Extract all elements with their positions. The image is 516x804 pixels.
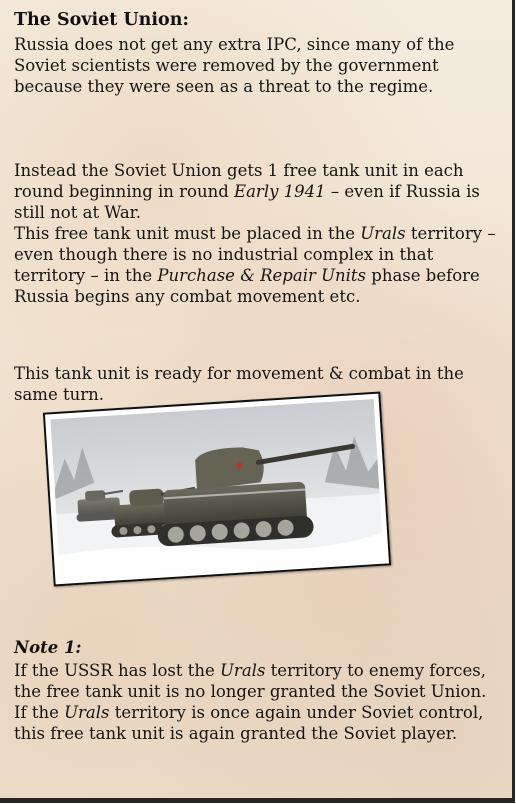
italic-phase: Purchase & Repair Units: [157, 266, 367, 285]
italic-round-name: Early 1941: [234, 182, 326, 201]
text-segment: phase before Russia begins any combat movement etc.: [14, 266, 480, 306]
note-heading: Note 1:: [14, 638, 82, 657]
text-segment: territory – even though there is no industrial complex in that territory – in the: [14, 224, 496, 285]
text-segment: If the: [14, 703, 65, 722]
italic-territory: Urals: [220, 661, 266, 680]
paragraph-ready: This tank unit is ready for movement & combat in the same turn.: [14, 364, 464, 404]
italic-territory: Urals: [360, 224, 406, 243]
text-segment: This free tank unit must be placed in the: [14, 224, 361, 243]
paragraph-placement: [14, 223, 504, 307]
text-segment: – even if Russia is still not at War.: [14, 182, 480, 222]
section-heading: The Soviet Union:: [14, 10, 189, 30]
note-paragraph: [14, 660, 504, 744]
paragraph-ipc: Russia does not get any extra IPC, since many of the Soviet scientists were removed by the government because they were seen as a threat to the regime.: [14, 35, 455, 96]
paragraph-free-tank: [14, 160, 504, 223]
text-segment: Instead the Soviet Union gets 1 free tank unit in each round beginning in round: [14, 161, 464, 201]
tank-photo-icon: [50, 399, 383, 579]
text-segment: If the USSR has lost the: [14, 661, 221, 680]
italic-territory: Urals: [64, 703, 110, 722]
text-segment: territory is once again under Soviet control, this free tank unit is again granted the Soviet player.: [14, 703, 484, 743]
tank-photo: [43, 392, 391, 587]
text-segment: territory to enemy forces, the free tank unit is no longer granted the Soviet Union.: [14, 661, 487, 701]
